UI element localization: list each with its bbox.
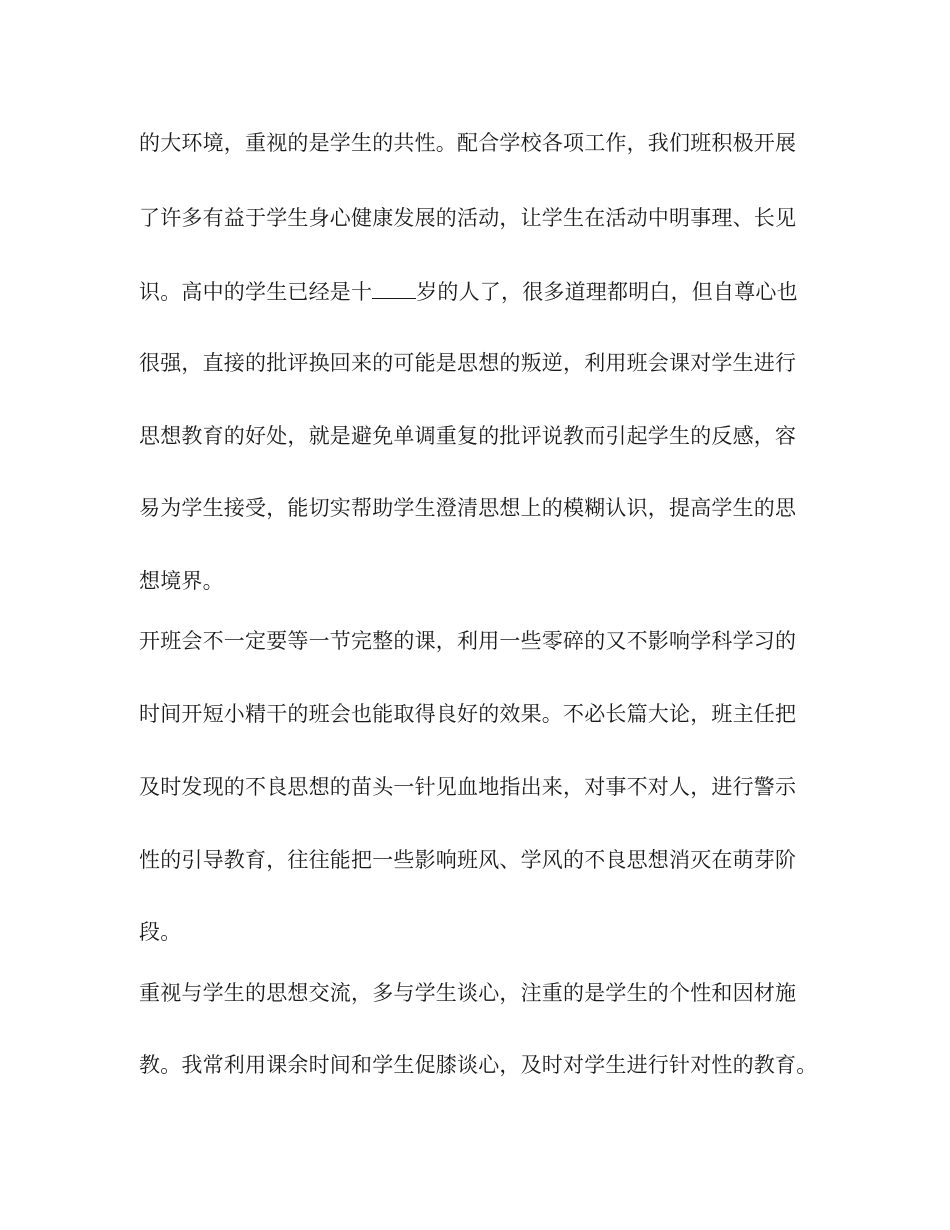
text-line: 开班会不一定要等一节完整的课，利用一些零碎的又不影响学科学习的	[139, 629, 797, 653]
text-line-end: 岁的人了，很多道理都明白，但自尊心也	[416, 280, 798, 304]
text-line: 的大环境，重视的是学生的共性。配合学校各项工作，我们班积极开展	[139, 131, 797, 155]
text-line: 易为学生接受，能切实帮助学生澄清思想上的模糊认识，提高学生的思	[139, 496, 797, 520]
text-line: 及时发现的不良思想的苗头一针见血地指出来，对事不对人，进行警示	[139, 775, 797, 799]
text-line: 段。	[139, 920, 182, 944]
text-line: 教。我常利用课余时间和学生促膝谈心，及时对学生进行针对性的教育。	[139, 1053, 818, 1077]
fill-in-blank	[372, 280, 416, 299]
text-line: 性的引导教育，往往能把一些影响班风、学风的不良思想消灭在萌芽阶	[139, 848, 797, 872]
text-line-start: 识。高中的学生已经是十	[139, 280, 373, 304]
text-line: 了许多有益于学生身心健康发展的活动，让学生在活动中明事理、长见	[139, 206, 797, 230]
text-line: 重视与学生的思想交流，多与学生谈心，注重的是学生的个性和因材施	[139, 981, 797, 1005]
text-line: 很强，直接的批评换回来的可能是思想的叛逆，利用班会课对学生进行	[139, 351, 797, 375]
text-line	[139, 278, 798, 306]
text-line: 思想教育的好处，就是避免单调重复的批评说教而引起学生的反感，容	[139, 424, 797, 448]
text-line: 时间开短小精干的班会也能取得良好的效果。不必长篇大论，班主任把	[139, 702, 797, 726]
text-line: 想境界。	[139, 569, 224, 593]
